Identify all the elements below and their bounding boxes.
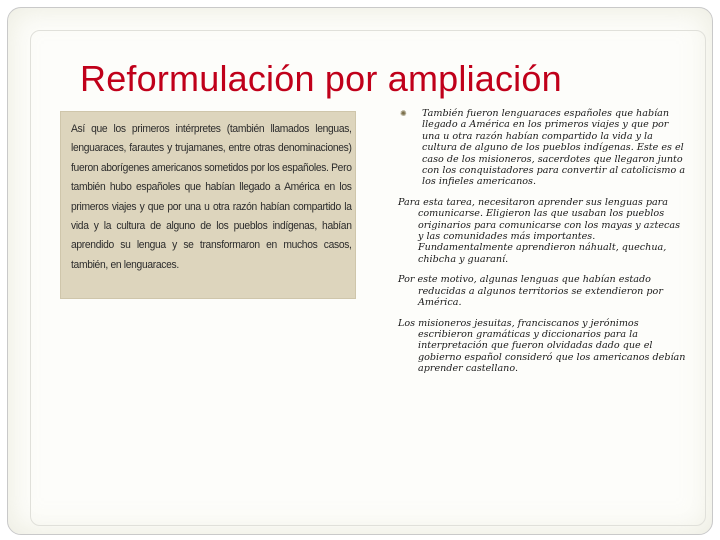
paragraph-1 [398,108,688,188]
paragraph-3: Por este motivo, algunas lenguas que habían estado reducidas a algunos territorios se extendieron por América. [398,274,663,309]
sun-bullet-icon: ✺ [400,109,407,118]
quoted-text-image-content: Así que los primeros intérpretes (también llamados lenguas, lenguaraces, farautes y trujamanes, entre otras denominaciones) fueron aborígenes americanos sometidos por los españoles. Pero también hubo españoles que habían llegado a América en los primeros viajes y que por una u otra razón habían compartido la vida y la cultura de alguno de los pueblos indígenas, habían aprendido su lengua y se transformaron en muchos casos, también, en lenguaraces. [71,123,352,271]
quoted-text-image [60,111,356,299]
body-text-column [398,108,688,384]
paragraph-2: Para esta tarea, necesitaron aprender sus lenguas para comunicarse. Eligieron las que usaban los pueblos originarios para comunicarse con los mayas y aztecas y las comunidades más importantes. Fundamentalmente aprendieron náhualt, quechua, chibcha y guaraní. [398,196,681,265]
paragraph-4: Los misioneros jesuitas, franciscanos y jerónimos escribieron gramáticas y diccionarios para la interpretación que fueron olvidadas dado que el gobierno español consideró que los americanos debían aprender castellano. [398,317,686,375]
paragraph-1-text: También fueron lenguaraces españoles que habían llegado a América en los primeros viajes y que por una u otra razón habían compartido la vida y la cultura de alguno de los pueblos indígenas. Este es el caso de los misioneros, sacerdotes que llegaron junto con los conquistadores para convertir al catolicismo a los infieles americanos. [422,108,686,188]
slide-title: Reformulación por ampliación [80,58,562,99]
